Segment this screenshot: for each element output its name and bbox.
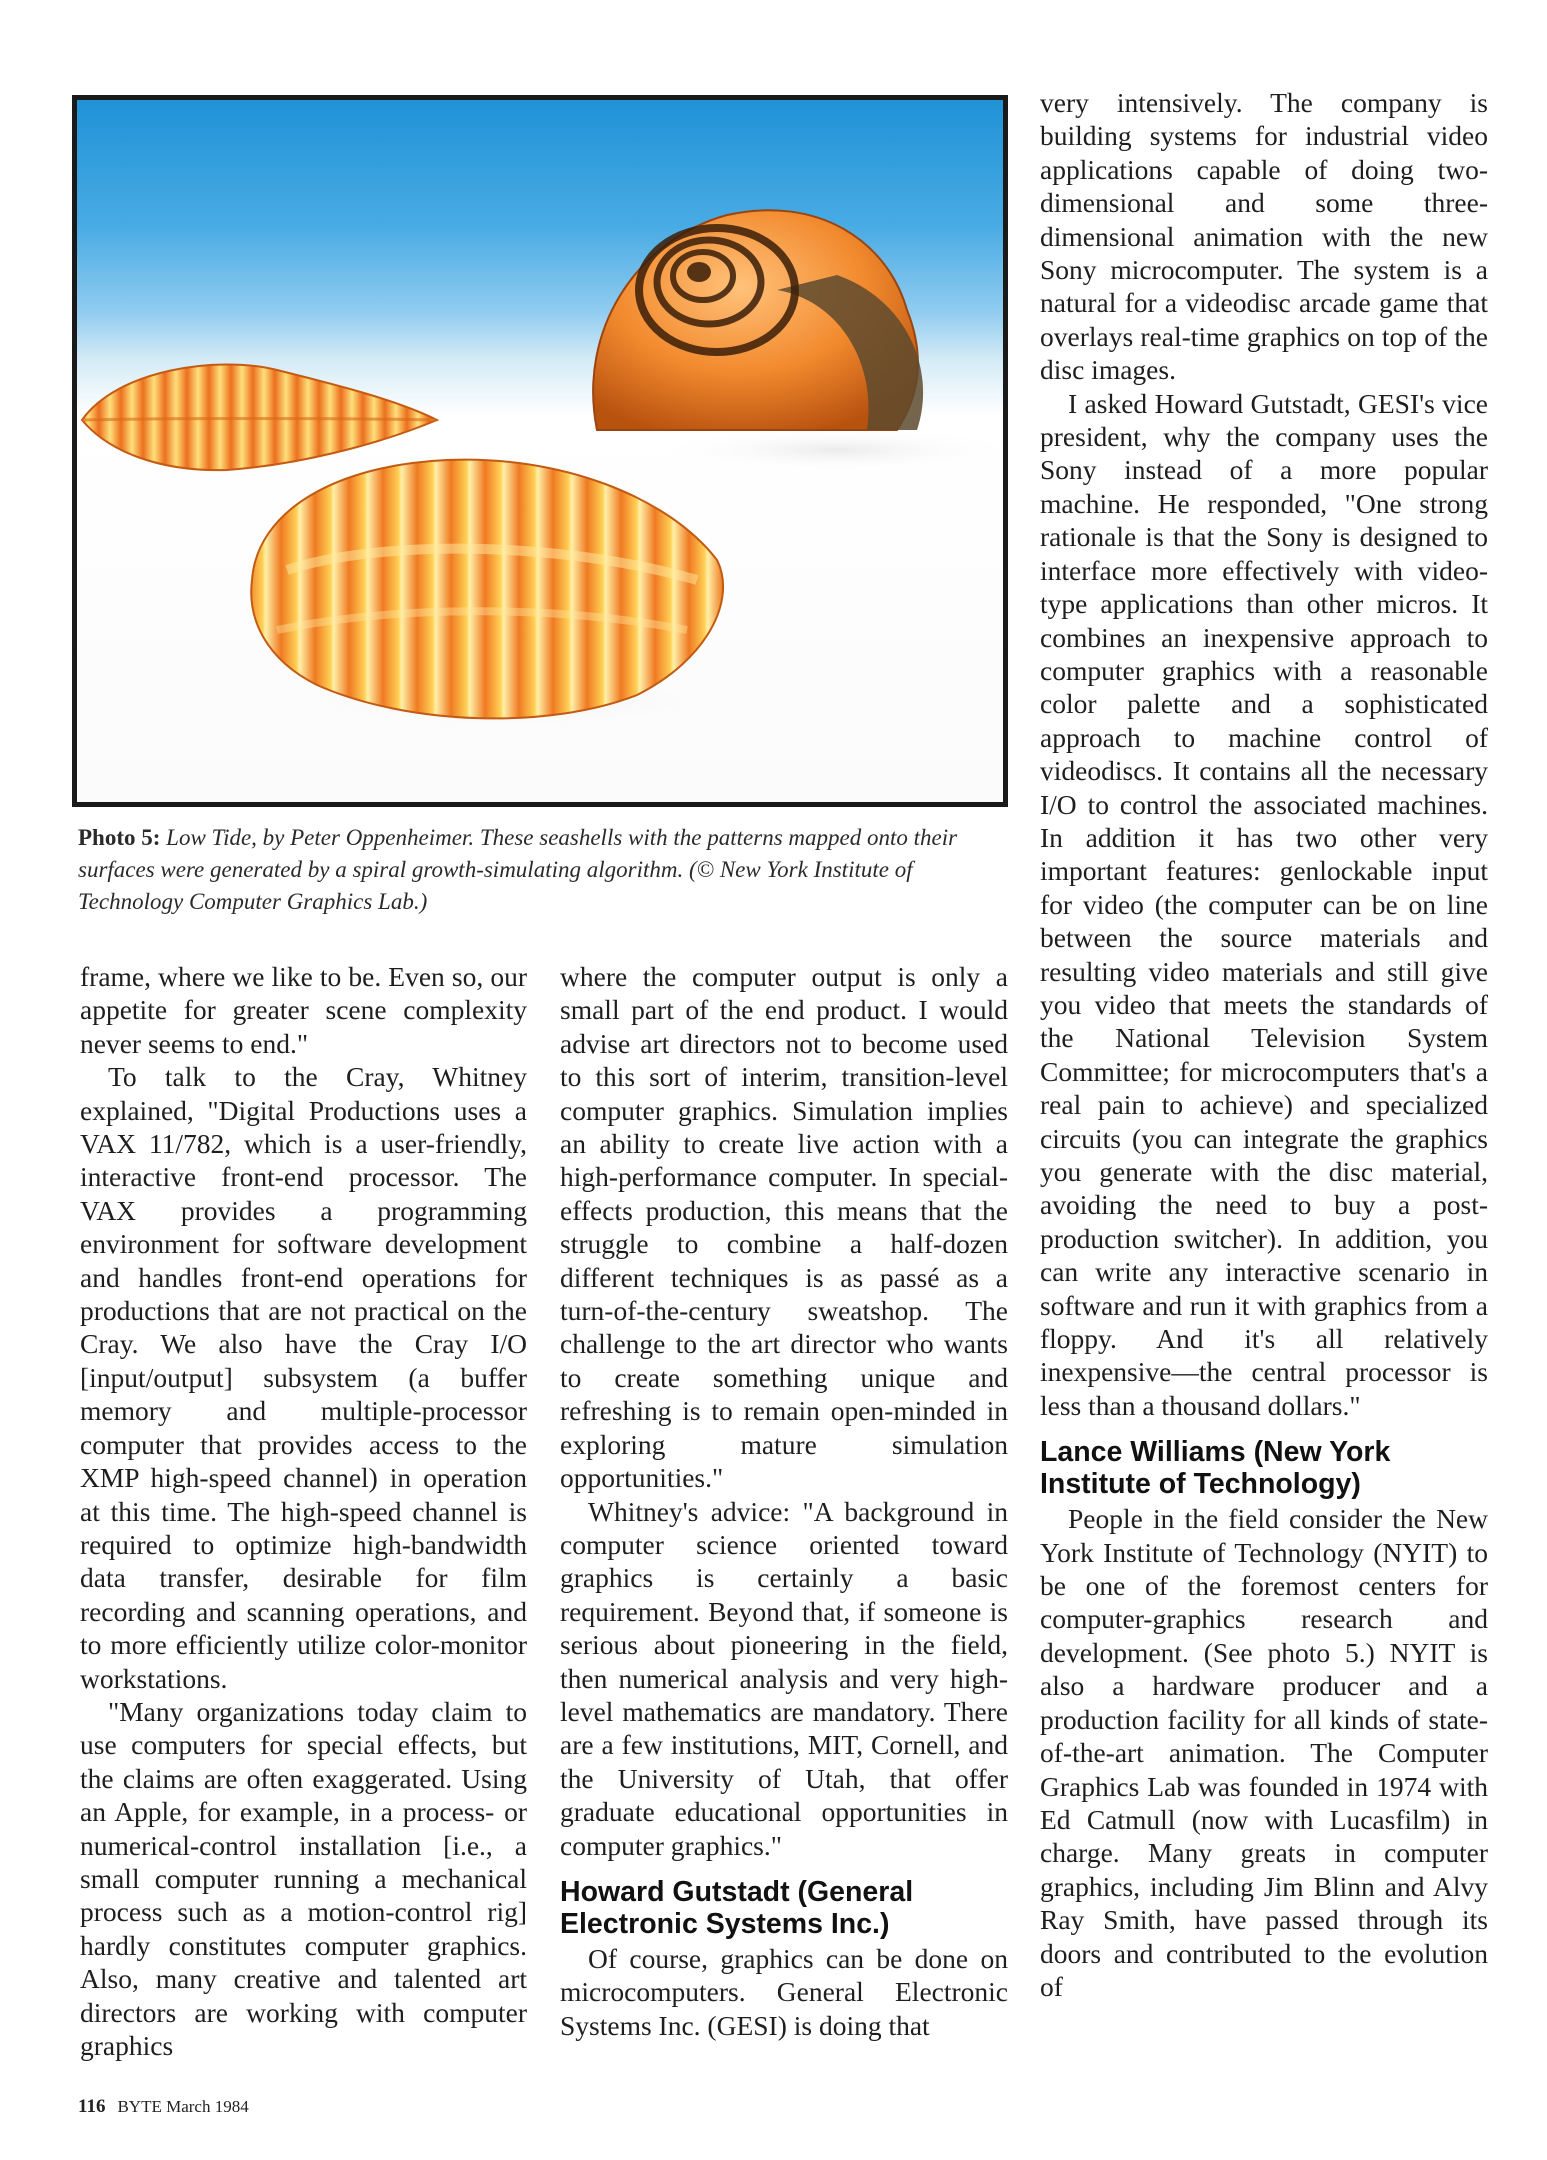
seashells-illustration [77, 100, 1003, 802]
paragraph: Of course, graphics can be done on microcomputers. General Electronic Systems Inc. (GESI) is doing that [560, 1942, 1008, 2041]
section-heading: Howard Gutstadt (General Electronic Systems Inc.) [560, 1875, 914, 1940]
caption-body: Low Tide, by Peter Oppenheimer. These seashells with the patterns mapped onto their surfaces were generated by a spiral growth-simulating algorithm. (© New York Institute of Technology Computer Graphics Lab.) [78, 825, 958, 914]
column-1 [80, 960, 527, 2062]
striped-shell [251, 460, 723, 719]
paragraph: "Many organizations today claim to use computers for special effects, but the claims are often exaggerated. Using an Apple, for example, in a process- or numerical-control installation [i.e., a small computer running a mechanical process such as a motion-control rig] hardly constitutes computer graphics. Also, many creative and talented art directors are working with computer graphics [80, 1695, 527, 2061]
column-2 [560, 960, 1008, 2042]
publication-line: BYTE March 1984 [117, 2097, 249, 2116]
column-3 [1040, 86, 1488, 2003]
paragraph: very intensively. The company is building systems for industrial video applications capable of doing two-dimensional and some three-dimensional animation with the new Sony microcomputer. The system is a natural for a videodisc arcade game that overlays real-time graphics on top of the disc images. [1040, 87, 1488, 386]
paragraph: People in the field consider the New York Institute of Technology (NYIT) to be one of the foremost centers for computer-graphics research and development. (See photo 5.) NYIT is also a hardware producer and a production facility for all kinds of state-of-the-art animation. The Computer Graphics Lab was founded in 1974 with Ed Catmull (now with Lucasfilm) in charge. Many greats in computer graphics, including Jim Blinn and Alvy Ray Smith, have passed through its doors and contributed to the evolution of [1040, 1503, 1488, 2002]
cone-shell [82, 364, 437, 470]
section-heading: Lance Williams (New York Institute of Technology) [1040, 1436, 1391, 1501]
caption-lead: Photo 5: [78, 825, 161, 850]
paragraph: To talk to the Cray, Whitney explained, "Digital Productions uses a VAX 11/782, which is a user-friendly, interactive front-end processor. The VAX provides a programming environment for software development and handles front-end operations for productions that are not practical on the Cray. We also have the Cray I/O [input/output] subsystem (a buffer memory and multiple-processor computer that provides access to the XMP high-speed channel) in operation at this time. The high-speed channel is required to optimize high-bandwidth data transfer, desirable for film recording and scanning operations, and to more efficiently utilize color-monitor workstations. [80, 1061, 527, 1694]
page-number: 116 [78, 2096, 106, 2117]
photo-caption [78, 822, 1010, 918]
spiral-shell [593, 210, 923, 430]
paragraph: frame, where we like to be. Even so, our appetite for greater scene complexity never seems to end." [80, 961, 527, 1059]
paragraph: I asked Howard Gutstadt, GESI's vice president, why the company uses the Sony instead of a more popular machine. He responded, "One strong rationale is that the Sony is designed to interface more effectively with video-type applications than other micros. It combines an inexpensive approach to computer graphics with a reasonable color palette and a sophisticated approach to machine control of videodiscs. It contains all the necessary I/O to control the associated machines. In addition it has two other very important features: genlockable input for video (the computer can be on line between the source materials and resulting video materials and still give you video that meets the standards of the National Television System Committee; for microcomputers that's a real pain to achieve) and specialized circuits (you can integrate the graphics you generate with the disc material, avoiding the need to buy a post-production switcher). In addition, you can write any interactive scenario in software and run it with graphics from a floppy. And it's all relatively inexpensive—the central processor is less than a thousand dollars." [1040, 387, 1488, 1421]
paragraph: where the computer output is only a small part of the end product. I would advise art directors not to become used to this sort of interim, transition-level computer graphics. Simulation implies an ability to create live action with a high-performance computer. In special-effects production, this means that the struggle to combine a half-dozen different techniques is as passé as a turn-of-the-century sweatshop. The challenge to the art director who wants to create something unique and refreshing is to remain open-minded in exploring mature simulation opportunities." [560, 961, 1008, 1494]
page-footer [78, 2096, 249, 2118]
paragraph: Whitney's advice: "A background in computer science oriented toward graphics is certainly a basic requirement. Beyond that, if someone is serious about pioneering in the field, then numerical analysis and very high-level mathematics are mandatory. There are a few institutions, MIT, Cornell, and the University of Utah, that offer graduate educational opportunities in computer graphics." [560, 1495, 1008, 1861]
photo-low-tide [72, 95, 1008, 807]
